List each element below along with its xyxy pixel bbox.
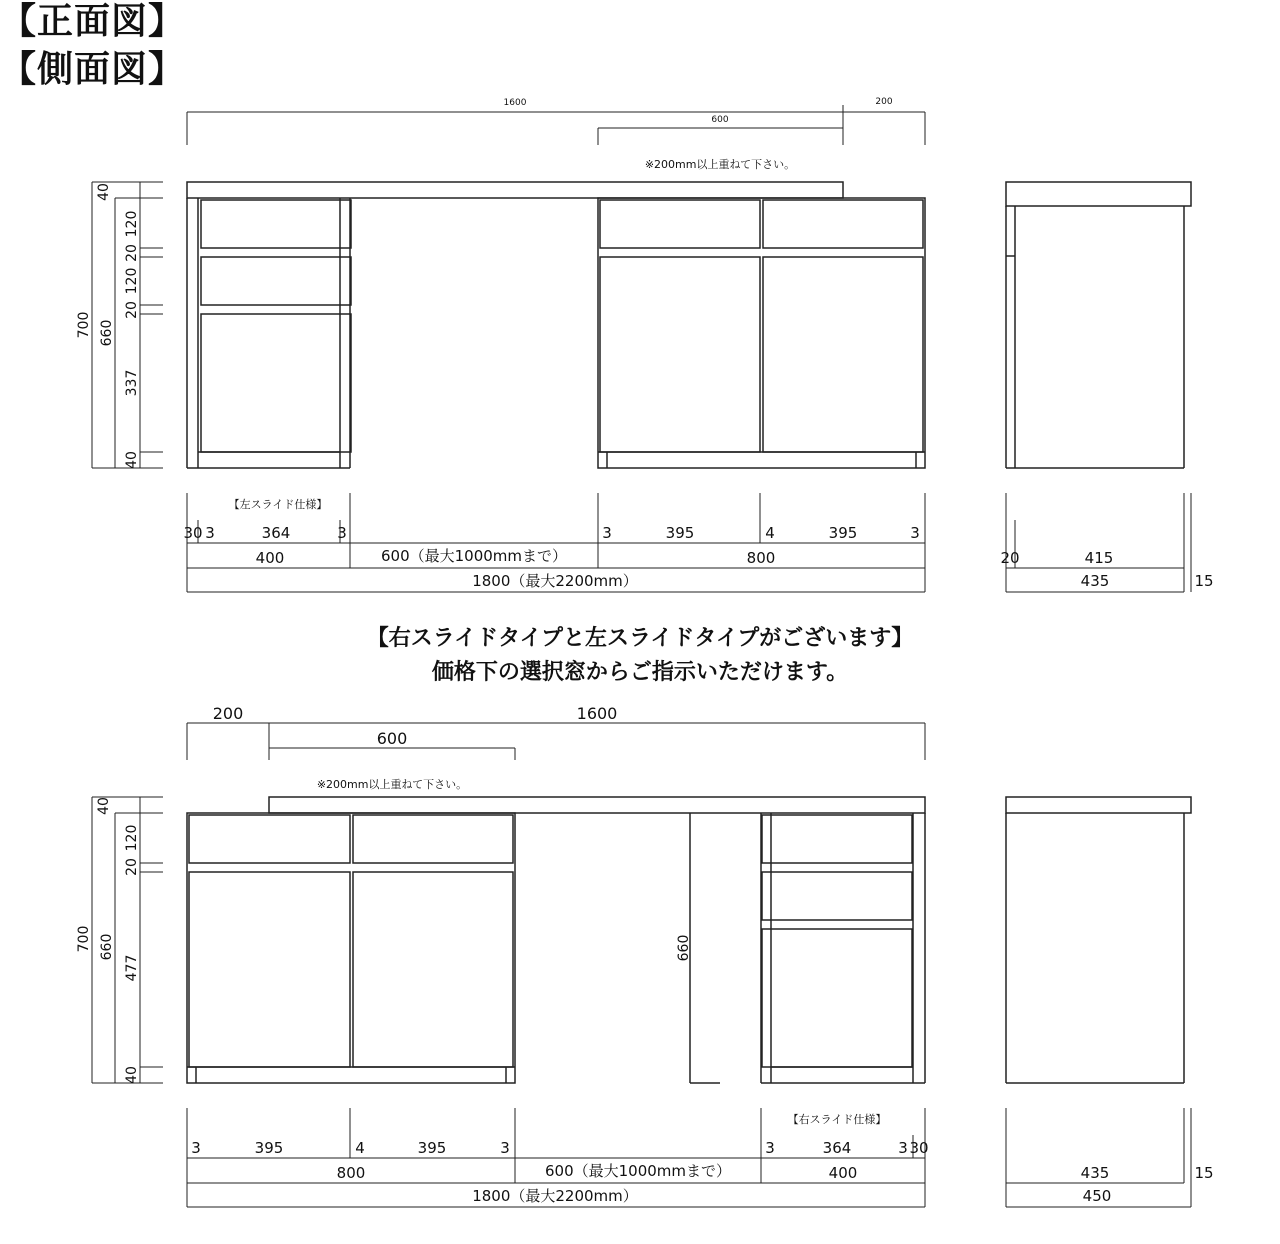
rp-0: 3 [765, 1139, 775, 1157]
side-view-heading: 【側面図】 [0, 49, 186, 90]
h-120-b: 120 [124, 267, 140, 295]
h-337: 337 [124, 369, 140, 397]
lp-0: 3 [191, 1139, 201, 1157]
h-700: 700 [76, 925, 92, 953]
lp-3: 3 [337, 524, 347, 542]
overlap-note: ※200mm以上重ねて下さい。 [316, 778, 468, 791]
side-width-435: 435 [1080, 572, 1110, 590]
h-700: 700 [76, 311, 92, 339]
h-120-a: 120 [124, 210, 140, 238]
lp-4: 3 [500, 1139, 510, 1157]
bottom-width-dims [187, 1108, 1191, 1207]
side-part-20: 20 [1000, 549, 1020, 567]
h-660: 660 [99, 933, 115, 961]
top-drawing [76, 97, 1214, 592]
left-cabinet [187, 813, 515, 1083]
h-660: 660 [99, 319, 115, 347]
variant-label-right: 【右スライド仕様】 [787, 1113, 887, 1126]
rp-2: 4 [765, 524, 775, 542]
bottom-drawing [76, 704, 1214, 1207]
right-pedestal [690, 813, 925, 1083]
h-40-bottom: 40 [124, 1066, 140, 1084]
dim-200: 200 [212, 704, 244, 723]
bottom-dim-lines [187, 723, 925, 760]
h-40-top: 40 [96, 183, 112, 201]
h-20-b: 20 [124, 301, 140, 319]
right-width: 400 [828, 1164, 858, 1182]
right-width: 800 [746, 549, 776, 567]
lp-2: 364 [261, 524, 291, 542]
h-477: 477 [124, 954, 140, 982]
left-width: 400 [255, 549, 285, 567]
lp-0: 30 [183, 524, 203, 542]
rp-1: 364 [822, 1139, 852, 1157]
lp-1: 395 [254, 1139, 284, 1157]
rp-0: 3 [602, 524, 612, 542]
dim-600-slide: 600 [711, 115, 729, 125]
bottom-side-view [1006, 797, 1191, 1083]
side-margin-15: 15 [1194, 572, 1214, 590]
rp-3: 395 [828, 524, 858, 542]
left-width: 800 [336, 1164, 366, 1182]
side-margin-15: 15 [1194, 1164, 1214, 1182]
dim-600-slide: 600 [376, 729, 408, 748]
side-width-450: 450 [1082, 1187, 1112, 1205]
variant-label-left: 【左スライド仕様】 [228, 498, 328, 511]
left-pedestal [187, 198, 351, 468]
gap-width: 600（最大1000mmまで） [544, 1162, 732, 1180]
rp-4: 3 [910, 524, 920, 542]
dim-1600: 1600 [576, 704, 618, 723]
dim-200: 200 [875, 97, 893, 107]
front-view-heading: 【正面図】 [0, 1, 186, 42]
type-note-line2: 価格下の選択窓からご指示いただけます。 [431, 660, 849, 685]
rp-3: 30 [909, 1139, 929, 1157]
rp-2: 3 [898, 1139, 908, 1157]
lp-1: 3 [205, 524, 215, 542]
inner-h-660: 660 [676, 934, 692, 962]
top-side-view [1006, 182, 1191, 468]
side-part-415: 415 [1084, 549, 1114, 567]
type-note-line1: 【右スライドタイプと左スライドタイプがございます】 [366, 626, 914, 651]
lp-3: 395 [417, 1139, 447, 1157]
right-cabinet [598, 198, 925, 468]
total-width: 1800（最大2200mm） [472, 572, 638, 590]
top-board [269, 797, 925, 813]
total-width: 1800（最大2200mm） [472, 1187, 638, 1205]
dim-1600: 1600 [503, 98, 527, 108]
side-inner-435: 435 [1080, 1164, 1110, 1182]
rp-1: 395 [665, 524, 695, 542]
overlap-note: ※200mm以上重ねて下さい。 [644, 158, 796, 171]
top-dim-lines [187, 105, 925, 145]
lp-2: 4 [355, 1139, 365, 1157]
h-40-bottom: 40 [124, 451, 140, 469]
h-20-a: 20 [124, 244, 140, 262]
top-width-dims [187, 493, 1191, 592]
top-board [187, 182, 843, 198]
h-120: 120 [124, 824, 140, 852]
h-20: 20 [124, 858, 140, 876]
gap-width: 600（最大1000mmまで） [380, 547, 568, 565]
h-40-top: 40 [96, 797, 112, 815]
